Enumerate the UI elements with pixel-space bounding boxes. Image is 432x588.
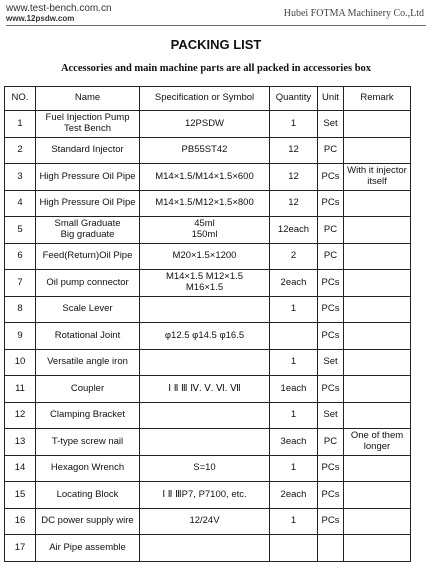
cell-name: Small Graduate Big graduate bbox=[36, 217, 140, 244]
cell-remark bbox=[344, 455, 411, 482]
cell-no: 7 bbox=[5, 270, 36, 297]
cell-quantity: 2 bbox=[270, 243, 318, 270]
cell-no: 11 bbox=[5, 376, 36, 403]
cell-unit: PCs bbox=[318, 376, 344, 403]
cell-quantity: 1 bbox=[270, 349, 318, 376]
cell-name: Coupler bbox=[36, 376, 140, 403]
cell-remark: With it injector itself bbox=[344, 164, 411, 191]
cell-unit: PCs bbox=[318, 190, 344, 217]
cell-spec: M14×1.5/M12×1.5×800 bbox=[140, 190, 270, 217]
cell-no: 9 bbox=[5, 323, 36, 350]
cell-remark bbox=[344, 243, 411, 270]
cell-quantity: 1 bbox=[270, 508, 318, 535]
table-row bbox=[5, 429, 411, 456]
column-header-remark: Remark bbox=[344, 87, 411, 111]
cell-no: 14 bbox=[5, 455, 36, 482]
cell-name: Oil pump connector bbox=[36, 270, 140, 297]
table-row bbox=[5, 111, 411, 138]
table-row bbox=[5, 217, 411, 244]
header-site2[interactable]: www.12psdw.com bbox=[6, 14, 75, 23]
cell-unit: PC bbox=[318, 217, 344, 244]
cell-quantity: 2each bbox=[270, 270, 318, 297]
column-header-no: NO. bbox=[5, 87, 36, 111]
cell-remark bbox=[344, 111, 411, 138]
cell-unit: Set bbox=[318, 349, 344, 376]
cell-unit: PCs bbox=[318, 508, 344, 535]
cell-unit: PC bbox=[318, 243, 344, 270]
cell-no: 3 bbox=[5, 164, 36, 191]
cell-spec: Ⅰ Ⅱ Ⅲ Ⅳ. Ⅴ. Ⅵ. Ⅶ bbox=[140, 376, 270, 403]
header-divider bbox=[6, 25, 426, 26]
cell-name: DC power supply wire bbox=[36, 508, 140, 535]
cell-name: Hexagon Wrench bbox=[36, 455, 140, 482]
header-site[interactable]: www.test-bench.com.cn bbox=[6, 3, 112, 14]
cell-no: 6 bbox=[5, 243, 36, 270]
cell-spec: 12PSDW bbox=[140, 111, 270, 138]
cell-remark bbox=[344, 508, 411, 535]
cell-unit: Set bbox=[318, 111, 344, 138]
column-header-unit: Unit bbox=[318, 87, 344, 111]
cell-quantity: 3each bbox=[270, 429, 318, 456]
cell-quantity: 1 bbox=[270, 402, 318, 429]
cell-quantity: 1 bbox=[270, 296, 318, 323]
cell-no: 8 bbox=[5, 296, 36, 323]
cell-quantity: 12each bbox=[270, 217, 318, 244]
column-header-spec: Specification or Symbol bbox=[140, 87, 270, 111]
table-row bbox=[5, 243, 411, 270]
header-websites bbox=[6, 3, 112, 24]
cell-name: Fuel Injection Pump Test Bench bbox=[36, 111, 140, 138]
cell-name: Versatile angle iron bbox=[36, 349, 140, 376]
cell-remark bbox=[344, 190, 411, 217]
cell-remark bbox=[344, 296, 411, 323]
table-row bbox=[5, 535, 411, 562]
cell-no: 16 bbox=[5, 508, 36, 535]
cell-no: 17 bbox=[5, 535, 36, 562]
cell-quantity: 12 bbox=[270, 164, 318, 191]
table-row bbox=[5, 190, 411, 217]
table-body bbox=[5, 111, 411, 562]
cell-unit bbox=[318, 535, 344, 562]
table-row bbox=[5, 508, 411, 535]
cell-unit: PCs bbox=[318, 323, 344, 350]
cell-remark bbox=[344, 482, 411, 509]
cell-remark bbox=[344, 137, 411, 164]
cell-unit: PCs bbox=[318, 455, 344, 482]
cell-name: High Pressure Oil Pipe bbox=[36, 164, 140, 191]
cell-remark bbox=[344, 535, 411, 562]
cell-spec bbox=[140, 296, 270, 323]
cell-spec: Ⅰ Ⅱ ⅢP7, P7100, etc. bbox=[140, 482, 270, 509]
table-header-row bbox=[5, 87, 411, 111]
cell-name: Feed(Return)Oil Pipe bbox=[36, 243, 140, 270]
cell-spec bbox=[140, 535, 270, 562]
cell-spec: 45ml 150ml bbox=[140, 217, 270, 244]
cell-remark bbox=[344, 270, 411, 297]
column-header-quantity: Quantity bbox=[270, 87, 318, 111]
cell-spec bbox=[140, 429, 270, 456]
cell-remark bbox=[344, 323, 411, 350]
cell-spec: M20×1.5×1200 bbox=[140, 243, 270, 270]
table-row bbox=[5, 296, 411, 323]
cell-spec: M14×1.5 M12×1.5 M16×1.5 bbox=[140, 270, 270, 297]
cell-name: T-type screw nail bbox=[36, 429, 140, 456]
cell-no: 10 bbox=[5, 349, 36, 376]
cell-quantity: 1 bbox=[270, 111, 318, 138]
document-title: PACKING LIST bbox=[170, 37, 262, 52]
cell-spec: M14×1.5/M14×1.5×600 bbox=[140, 164, 270, 191]
cell-quantity: 12 bbox=[270, 190, 318, 217]
cell-remark: One of them longer bbox=[344, 429, 411, 456]
cell-no: 2 bbox=[5, 137, 36, 164]
document-subtitle: Accessories and main machine parts are all packed in accessories box bbox=[60, 63, 372, 74]
cell-unit: Set bbox=[318, 402, 344, 429]
table-row bbox=[5, 402, 411, 429]
cell-no: 5 bbox=[5, 217, 36, 244]
cell-name: Clamping Bracket bbox=[36, 402, 140, 429]
cell-quantity: 1each bbox=[270, 376, 318, 403]
table-row bbox=[5, 164, 411, 191]
cell-no: 15 bbox=[5, 482, 36, 509]
cell-spec bbox=[140, 349, 270, 376]
cell-name: Scale Lever bbox=[36, 296, 140, 323]
cell-unit: PCs bbox=[318, 270, 344, 297]
table-row bbox=[5, 376, 411, 403]
cell-name: Rotational Joint bbox=[36, 323, 140, 350]
cell-remark bbox=[344, 349, 411, 376]
cell-no: 1 bbox=[5, 111, 36, 138]
cell-remark bbox=[344, 217, 411, 244]
table-row bbox=[5, 349, 411, 376]
cell-name: Air Pipe assemble bbox=[36, 535, 140, 562]
packing-list-table bbox=[4, 86, 411, 562]
table-row bbox=[5, 323, 411, 350]
cell-spec: S=10 bbox=[140, 455, 270, 482]
cell-quantity bbox=[270, 323, 318, 350]
cell-quantity: 1 bbox=[270, 455, 318, 482]
cell-spec: 12/24V bbox=[140, 508, 270, 535]
cell-unit: PCs bbox=[318, 164, 344, 191]
table-row bbox=[5, 482, 411, 509]
cell-remark bbox=[344, 402, 411, 429]
cell-spec: PB55ST42 bbox=[140, 137, 270, 164]
column-header-name: Name bbox=[36, 87, 140, 111]
header-company: Hubei FOTMA Machinery Co.,Ltd bbox=[283, 8, 424, 19]
cell-unit: PC bbox=[318, 137, 344, 164]
cell-no: 12 bbox=[5, 402, 36, 429]
cell-quantity: 12 bbox=[270, 137, 318, 164]
cell-spec bbox=[140, 402, 270, 429]
cell-remark bbox=[344, 376, 411, 403]
cell-spec: φ12.5 φ14.5 φ16.5 bbox=[140, 323, 270, 350]
cell-quantity: 2each bbox=[270, 482, 318, 509]
table-row bbox=[5, 270, 411, 297]
cell-name: High Pressure Oil Pipe bbox=[36, 190, 140, 217]
cell-no: 4 bbox=[5, 190, 36, 217]
cell-quantity bbox=[270, 535, 318, 562]
table-row bbox=[5, 137, 411, 164]
cell-unit: PCs bbox=[318, 296, 344, 323]
table-row bbox=[5, 455, 411, 482]
cell-name: Locating Block bbox=[36, 482, 140, 509]
cell-no: 13 bbox=[5, 429, 36, 456]
cell-name: Standard Injector bbox=[36, 137, 140, 164]
cell-unit: PCs bbox=[318, 482, 344, 509]
cell-unit: PC bbox=[318, 429, 344, 456]
